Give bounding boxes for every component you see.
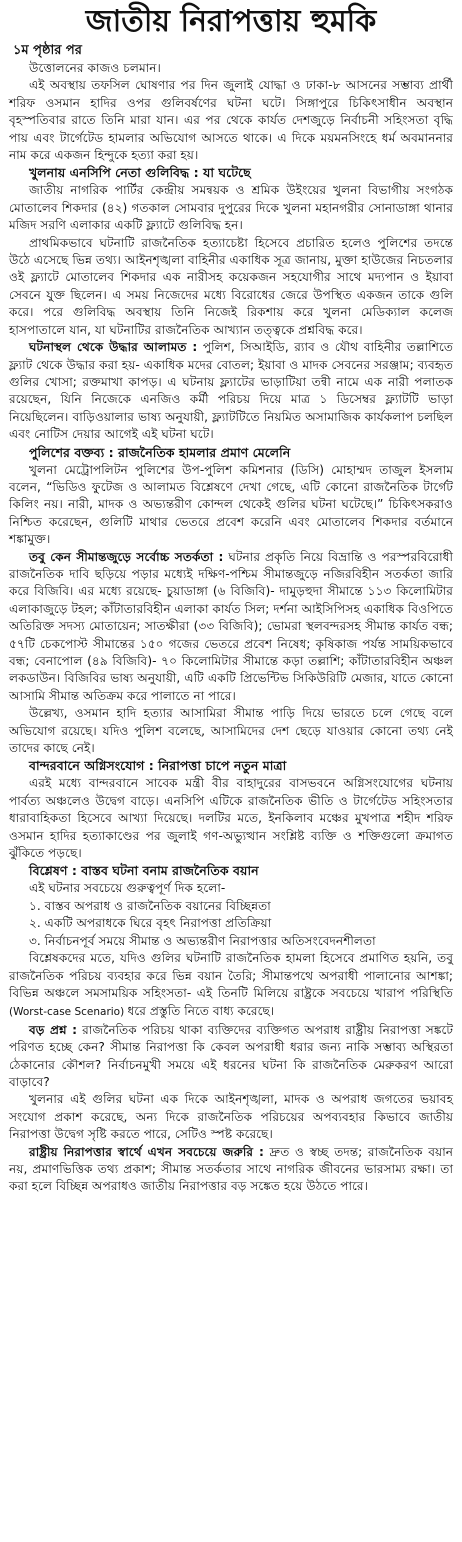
inline-subheading: ঘটনাস্থল থেকে উদ্ধার আলামত : — [29, 340, 198, 355]
paragraph-text: পুলিশ, সিআইডি, র‍্যাব ও যৌথ বাহিনীর তল্লাশিতে ফ্ল্যাট থেকে উদ্ধার করা হয়- একাধিক মদের বোতল; ইয়াবা ও মাদক সেবনের সরঞ্জাম; ব্যবহৃত গুলির খোসা; রক্তমাখা কাপড়। এ ঘটনায় ফ্ল্যাটের ভাড়াটিয়া তন্বী নামে এক নারী পলাতক রয়েছেন, যিনি নিজেকে এনজিও কর্মী পরিচয় দিয়ে মাত্র ১ ডিসেম্বর ফ্ল্যাটটি ভাড়া নিয়েছিলেন। বাড়িওয়ালার ভাষ্য অনুযায়ী, ফ্ল্যাটটিতে নিয়মিত অসামাজিক কার্যকলাপ চলছিল এবং নোটিস দেয়ার আগেই এই ঘটনা ঘটে। — [9, 340, 453, 442]
list-item: ১. বাস্তব অপরাধ ও রাজনৈতিক বয়ানের বিচ্ছিন্নতা — [29, 898, 271, 913]
analysis-list — [9, 898, 453, 950]
paragraph-text: ঘটনার প্রকৃতি নিয়ে বিভ্রান্তি ও পরস্পরবিরোধী রাজনৈতিক দাবি ছড়িয়ে পড়ার মধ্যেই দক্ষিণ-পশ্চিম সীমান্তজুড়ে নজিরবিহীন সতর্কতা জারি করে বিজিবি। এর মধ্যে রয়েছে- চুয়াডাঙ্গা (৬ বিজিবি)- দামুড়হুদা সীমান্তে ১১৩ কিলোমিটার এলাকাজুড়ে টহল; কাঁটাতারবিহীন এলাকা কার্যত সিল; দর্শনা আইসিপিসহ একাধিক বিওপিতে অতিরিক্ত সদস্য মোতায়েন; সাতক্ষীরা (৩৩ বিজিবি); ভোমরা স্থলবন্দরসহ সীমান্ত কার্যত বন্ধ; ৫৭টি চেকপোস্ট সীমান্তের ১৫০ গজের ভেতরে প্রবেশ নিষেধ; কৃষিকাজ পর্যন্ত সাময়িকভাবে বন্ধ; বেনাপোল (৪৯ বিজিবি)- ৭০ কিলোমিটার সীমান্তে কড়া তল্লাশি; কাঁটাতারবিহীন অঞ্চল লকডাউন। বিজিবির ভাষ্য অনুযায়ী, এটি একটি প্রিভেন্টিভ সিকিউরিটি মেজার, যাতে কোনো আসামি সীমান্ত অতিক্রম করে পালাতে না পারে। — [9, 549, 453, 703]
paragraph — [9, 549, 453, 706]
paragraph: জাতীয় নাগরিক পার্টির কেন্দ্রীয় সমন্বয়ক ও শ্রমিক উইংয়ের খুলনা বিভাগীয় সংগঠক মোতালেব শিকদার (৪২) গতকাল সোমবার দুপুরের দিকে খুলনা মহানগরীর সোনাডাঙ্গা থানার মজিদ সরণি এলাকার একটি ফ্ল্যাটে গুলিবিদ্ধ হন। — [9, 183, 453, 233]
paragraph — [9, 1144, 453, 1196]
subheading: বান্দরবানে অগ্নিসংযোগ : নিরাপত্তা চাপে নতুন মাত্রা — [29, 758, 287, 774]
paragraph: এই ঘটনার সবচেয়ে গুরুত্বপূর্ণ দিক হলো- — [29, 881, 226, 896]
english-term: (Worst-case Scenario) — [9, 1006, 128, 1019]
subheading: পুলিশের বক্তব্য : রাজনৈতিক হামলার প্রমাণ মেলেনি — [29, 444, 291, 460]
paragraph-text: ধরে প্রস্তুতি নিতে বাধ্য করেছে। — [127, 1004, 275, 1019]
list-item: ২. একটি অপরাধকে ঘিরে বৃহৎ নিরাপত্তা প্রতিক্রিয়া — [29, 916, 272, 931]
inline-subheading: বড় প্রশ্ন : — [29, 1022, 78, 1037]
paragraph — [9, 950, 453, 1022]
paragraph: উল্লেখ্য, ওসমান হাদি হত্যার আসামিরা সীমান্ত পাড়ি দিয়ে ভারতে চলে গেছে বলে অভিযোগ রয়েছে। যদিও পুলিশ বলেছে, আসামিদের দেশ ছেড়ে যাওয়ার কোনো তথ্য নেই তাদের কাছে নেই। — [9, 706, 453, 756]
headline: জাতীয় নিরাপত্তায় হুমকি — [85, 4, 377, 39]
paragraph — [9, 339, 453, 443]
subheading: বিশ্লেষণ : বাস্তব ঘটনা বনাম রাজনৈতিক বয়ান — [29, 863, 259, 879]
list-item: ৩. নির্বাচনপূর্ব সময়ে সীমান্ত ও অভ্যন্তরীণ নিরাপত্তার অতিসংবেদনশীলতা — [29, 933, 376, 948]
paragraph: এরই মধ্যে বান্দরবানে সাবেক মন্ত্রী বীর বাহাদুরের বাসভবনে অগ্নিসংযোগের ঘটনায় পার্বত্য অঞ্চলেও উদ্বেগ বাড়ে। এনসিপি এটিকে রাজনৈতিক ভীতি ও টার্গেটেড সহিংসতার ধারাবাহিকতা হিসেবে আখ্যা দিয়েছে। দলটির মতে, ইনকিলাব মঞ্চের মুখপাত্র শহীদ শরিফ ওসমান হাদির হত্যাকাণ্ডের পর জুলাই গণ-অভ্যুত্থান সংশ্লিষ্ট ব্যক্তি ও শক্তিগুলো ক্রমাগত ঝুঁকিতে পড়ছে। — [9, 776, 453, 861]
paragraph: প্রাথমিকভাবে ঘটনাটি রাজনৈতিক হত্যাচেষ্টা হিসেবে প্রচারিত হলেও পুলিশের তদন্তে উঠে এসেছে ভিন্ন তথ্য। আইনশৃঙ্খলা বাহিনীর একাধিক সূত্র জানায়, মুক্তা হাউজের নিচতলার ওই ফ্ল্যাটে মোতালেব শিকদার এক নারীসহ কয়েকজন সহযোগীর সাথে মদ্যপান ও ইয়াবা সেবনে যুক্ত ছিলেন। এ সময় নিজেদের মধ্যে বিরোধের জেরে উপস্থিত একজন তাকে গুলি করে। পরে গুলিবিদ্ধ অবস্থায় তিনি নিজেই রিকশায় করে খুলনা মেডিক্যাল কলেজ হাসপাতালে যান, যা ঘটনাটির রাজনৈতিক আখ্যান তত্ত্বকে প্রশ্নবিদ্ধ করে। — [9, 235, 453, 337]
paragraph-text: বিশ্লেষকদের মতে, যদিও গুলির ঘটনাটি রাজনৈতিক হামলা হিসেবে প্রমাণিত হয়নি, তবু রাজনৈতিক পরিচয় ব্যবহার করে ভিন্ন বয়ান তৈরি; সীমান্তপথে অপরাধী পালানোর আশঙ্কা; বিভিন্ন অঞ্চলে সমসাময়িক সহিংসতা- এই তিনটি মিলিয়ে রাষ্ট্রকে সবচেয়ে খারাপ পরিস্থিতি — [9, 951, 453, 1000]
subheading: খুলনায় এনসিপি নেতা গুলিবিদ্ধ : যা ঘটেছে — [29, 165, 251, 181]
paragraph: এই অবস্থায় তফসিল ঘোষণার পর দিন জুলাই যোদ্ধা ও ঢাকা-৮ আসনের সম্ভাব্য প্রার্থী শরিফ ওসমান হাদির ওপর গুলিবর্ষণের ঘটনা ঘটে। সিঙ্গাপুরে চিকিৎসাধীন অবস্থান বৃহস্পতিবার রাতে তিনি মারা যান। এর পর থেকে কার্যত দেশজুড়ে নির্বাচনী সহিংসতা বৃদ্ধি পায় এবং টার্গেটেড হামলার অভিযোগ আসতে থাকে। এ দিকে ময়মনসিংহে ধর্ম অবমাননার নাম করে একজন হিন্দুকে হত্যা করা হয়। — [9, 78, 453, 163]
continued-from-label: ১ম পৃষ্ঠার পর — [13, 43, 82, 58]
inline-subheading: রাষ্ট্রীয় নিরাপত্তার স্বার্থে এখন সবচেয়ে জরুরি : — [29, 1144, 264, 1159]
inline-subheading: তবু কেন সীমান্তজুড়ে সর্বোচ্চ সতর্কতা : — [29, 549, 224, 564]
paragraph-text: দ্রুত ও স্বচ্ছ তদন্ত; রাজনৈতিক বয়ান নয়, প্রমাণভিত্তিক তথ্য প্রকাশ; সীমান্ত সতর্কতার সাথে নাগরিক জীবনের ভারসাম্য রক্ষা। তা করা হলে বিচ্ছিন্ন অপরাধও জাতীয় নিরাপত্তার বড় সঙ্কেত হয়ে উঠতে পারে। — [9, 1144, 453, 1194]
paragraph: খুলনা মেট্রোপলিটন পুলিশের উপ-পুলিশ কমিশনার (ডিসি) মোহাম্মদ তাজুল ইসলাম বলেন, “ভিডিও ফুটেজ ও আলামত বিশ্লেষণে দেখা গেছে, এটি কোনো রাজনৈতিক টার্গেট কিলিং নয়। নারী, মাদক ও অভ্যন্তরীণ কোন্দল থেকেই গুলির ঘটনা ঘটেছে।” চিকিৎসকরাও নিশ্চিত করেছেন, গুলিটি মাথার ভেতরে প্রবেশ করেনি এবং মোতালেব শিকদার বর্তমানে শঙ্কামুক্ত। — [9, 462, 453, 547]
paragraph — [9, 1022, 453, 1092]
paragraph-text: রাজনৈতিক পরিচয় থাকা ব্যক্তিদের ব্যক্তিগত অপরাধ রাষ্ট্রীয় নিরাপত্তা সঙ্কটে পরিণত হচ্ছে কেন? সীমান্ত নিরাপত্তা কি কেবল অপরাধী ধরার জন্য নাকি সম্ভাব্য অস্থিরতা ঠেকানোর কৌশল? নির্বাচনমুখী সময়ে এই ধরনের ঘটনা কি রাজনৈতিক মেরুকরণ আরো বাড়াবে? — [9, 1022, 453, 1089]
paragraph: খুলনার এই গুলির ঘটনা এক দিকে আইনশৃঙ্খলা, মাদক ও অপরাধ জগতের ভয়াবহ সংযোগ প্রকাশ করেছে, অন্য দিকে রাজনৈতিক পরিচয়ের অপব্যবহার কিভাবে জাতীয় নিরাপত্তা উদ্বেগ সৃষ্টি করতে পারে, সেটিও স্পষ্ট করেছে। — [9, 1092, 453, 1142]
paragraph: উত্তোলনের কাজও চলমান। — [29, 61, 161, 75]
